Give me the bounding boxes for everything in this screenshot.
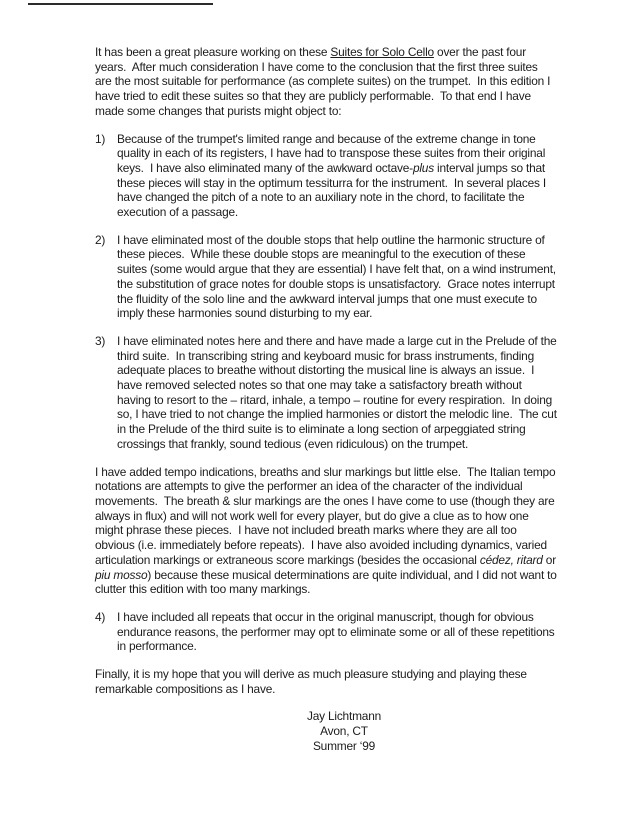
markings-text-continued: ) because these musical determinations are quite individual, and I did not want to clutter this edition with too many markings.	[95, 567, 560, 597]
markings-italic-cedez-ritard: cédez, ritard	[479, 552, 543, 567]
list-item-2-body	[117, 232, 560, 321]
list-item-3-number: 3)	[95, 333, 106, 348]
list-item-3-body	[117, 333, 560, 452]
list-item-1-text-continued: interval jumps so that these pieces will stay in the optimum tessiturra for the instrument. In several places I have changed the pitch of a note to an auxiliary note in the chord, to facilitate the execution of a passage.	[117, 160, 550, 220]
list-item-2-text: I have eliminated most of the double stops that help outline the harmonic structure of these pieces. While these double stops are meaningful to the execution of these suites (some would argue that they are essential) I have felt that, on a wind instrument, the substitution of grace notes for double stops is unsatisfactory. Grace notes interrupt the fluidity of the solo line and the awkward interval jumps that one must execute to imply these harmonies sound disturbing to my ear.	[117, 232, 560, 321]
signature-date: Summer ‘99	[312, 738, 376, 753]
list-item-1-text: Because of the trumpet's limited range and because of the extreme change in tone quality in each of its registers, I have had to transpose these suites from their original keys. I have also eliminated many of the awkward octave-	[117, 131, 549, 175]
list-item-4	[95, 610, 557, 654]
list-item-1-italic-text: plus	[412, 160, 434, 175]
signature-block	[95, 709, 557, 753]
list-item-4-body	[117, 610, 557, 654]
intro-paragraph	[95, 45, 557, 119]
list-item-4-text: I have included all repeats that occur in the original manuscript, though for obvious endurance reasons, the performer may opt to eliminate some or all of these repetitions in performance.	[117, 609, 558, 654]
list-item-3	[95, 333, 560, 452]
list-item-2-number: 2)	[95, 232, 106, 247]
closing-paragraph	[95, 667, 557, 696]
scan-artifact-line	[28, 3, 213, 5]
intro-text-continued: over the past four years. After much consideration I have come to the conclusion that the first three suites are the most suitable for performance (as complete suites) on the trumpet. In this edition I have tried to edit these suites so that they are publicly performable. To that end I have made some changes that purists might object to:	[95, 45, 554, 118]
intro-text: It has been a great pleasure working on these	[95, 45, 331, 59]
suites-title-underlined: Suites for Solo Cello	[330, 45, 434, 59]
list-item-1-body	[117, 132, 557, 220]
closing-text: Finally, it is my hope that you will derive as much pleasure studying and playing these remarkable compositions as I have.	[95, 667, 530, 696]
signature-location: Avon, CT	[320, 724, 368, 739]
list-item-1	[95, 132, 557, 220]
list-item-3-text: I have eliminated notes here and there and have made a large cut in the Prelude of the third suite. In transcribing string and keyboard music for brass instruments, finding adequate places to breathe without distorting the musical line is always an issue. I have removed selected notes so that one may take a satisfactory breath without having to resort to the – ritard, inhale, a tempo – routine for every respiration. In doing so, I have tried to not change the implied harmonies or distort the melodic line. The cut in the Prelude of the third suite is to eliminate a long section of arpeggiated string crossings that frankly, sound tedious (even ridiculous) on the trumpet.	[117, 333, 560, 451]
list-item-1-number: 1)	[95, 131, 106, 146]
markings-text: I have added tempo indications, breaths and slur markings but little else. The Italian tempo notations are attempts to give the performer an idea of the character of the individual movements. The breath & slur markings are the ones I have come to use (though they are always in flux) and will not work well for every player, but do give a clue as to how one might phrase these pieces. I have not included breath marks where they are all too obvious (i.e. immediately before repeats). I have also avoided including dynamics, varied articulation markings or extraneous score markings (besides the occasional	[95, 464, 559, 567]
list-item-2	[95, 232, 560, 321]
page-content	[95, 45, 560, 754]
signature-name: Jay Lichtmann	[306, 709, 382, 724]
markings-paragraph	[95, 464, 560, 597]
list-item-4-number: 4)	[95, 609, 106, 624]
markings-text-or: or	[542, 552, 560, 567]
markings-italic-piu-mosso: piu mosso	[95, 567, 148, 582]
